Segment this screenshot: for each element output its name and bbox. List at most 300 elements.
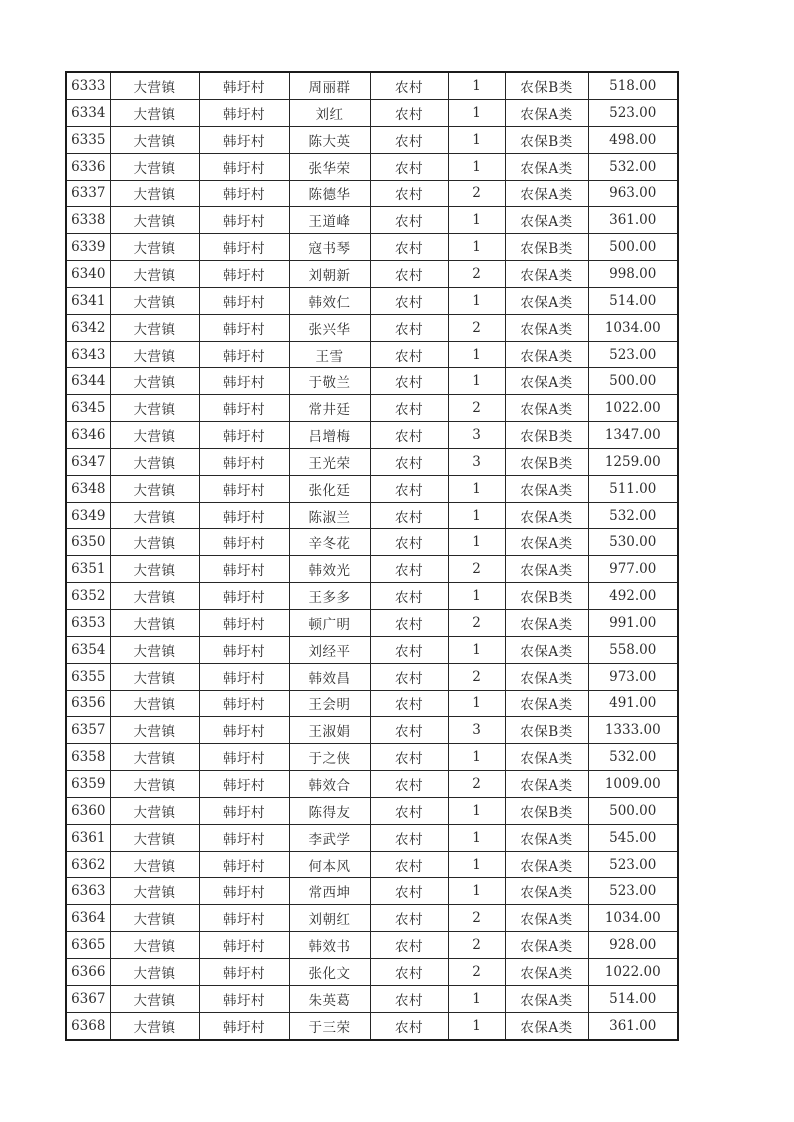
- cell-person-name: 韩效仁: [289, 287, 370, 314]
- cell-town: 大营镇: [110, 126, 199, 153]
- cell-insurance-category: 农保A类: [505, 744, 588, 771]
- table-row: [66, 72, 678, 99]
- table-row: [66, 287, 678, 314]
- cell-village: 韩圩村: [199, 314, 289, 341]
- cell-village: 韩圩村: [199, 690, 289, 717]
- cell-town: 大营镇: [110, 72, 199, 99]
- cell-insurance-category: 农保A类: [505, 502, 588, 529]
- cell-insurance-category: 农保A类: [505, 905, 588, 932]
- table-row: [66, 422, 678, 449]
- cell-village: 韩圩村: [199, 583, 289, 610]
- cell-village: 韩圩村: [199, 153, 289, 180]
- cell-amount: 514.00: [588, 287, 678, 314]
- cell-residence-type: 农村: [370, 932, 448, 959]
- cell-town: 大营镇: [110, 422, 199, 449]
- cell-town: 大营镇: [110, 475, 199, 502]
- cell-amount: 518.00: [588, 72, 678, 99]
- cell-person-count: 2: [448, 958, 505, 985]
- cell-serial-number: 6363: [66, 878, 110, 905]
- cell-person-name: 韩效书: [289, 932, 370, 959]
- table-row: [66, 475, 678, 502]
- cell-village: 韩圩村: [199, 1012, 289, 1040]
- table-row: [66, 153, 678, 180]
- cell-amount: 1034.00: [588, 905, 678, 932]
- cell-person-count: 1: [448, 797, 505, 824]
- cell-insurance-category: 农保B类: [505, 717, 588, 744]
- cell-amount: 998.00: [588, 261, 678, 288]
- cell-person-count: 1: [448, 234, 505, 261]
- cell-serial-number: 6348: [66, 475, 110, 502]
- cell-serial-number: 6335: [66, 126, 110, 153]
- cell-amount: 514.00: [588, 985, 678, 1012]
- cell-residence-type: 农村: [370, 905, 448, 932]
- cell-village: 韩圩村: [199, 824, 289, 851]
- cell-residence-type: 农村: [370, 824, 448, 851]
- cell-residence-type: 农村: [370, 395, 448, 422]
- cell-town: 大营镇: [110, 717, 199, 744]
- cell-amount: 530.00: [588, 529, 678, 556]
- table-row: [66, 932, 678, 959]
- cell-person-count: 2: [448, 314, 505, 341]
- cell-serial-number: 6368: [66, 1012, 110, 1040]
- cell-person-name: 刘朝红: [289, 905, 370, 932]
- cell-insurance-category: 农保A类: [505, 556, 588, 583]
- cell-amount: 523.00: [588, 851, 678, 878]
- cell-residence-type: 农村: [370, 475, 448, 502]
- table-row: [66, 636, 678, 663]
- cell-serial-number: 6355: [66, 663, 110, 690]
- cell-town: 大营镇: [110, 690, 199, 717]
- cell-village: 韩圩村: [199, 395, 289, 422]
- cell-person-count: 1: [448, 690, 505, 717]
- cell-person-count: 1: [448, 985, 505, 1012]
- cell-village: 韩圩村: [199, 529, 289, 556]
- cell-town: 大营镇: [110, 502, 199, 529]
- cell-serial-number: 6351: [66, 556, 110, 583]
- cell-serial-number: 6359: [66, 771, 110, 798]
- cell-residence-type: 农村: [370, 583, 448, 610]
- cell-residence-type: 农村: [370, 851, 448, 878]
- cell-town: 大营镇: [110, 261, 199, 288]
- cell-village: 韩圩村: [199, 985, 289, 1012]
- cell-insurance-category: 农保B类: [505, 583, 588, 610]
- cell-person-name: 王雪: [289, 341, 370, 368]
- cell-residence-type: 农村: [370, 180, 448, 207]
- cell-village: 韩圩村: [199, 556, 289, 583]
- cell-serial-number: 6333: [66, 72, 110, 99]
- cell-serial-number: 6336: [66, 153, 110, 180]
- cell-residence-type: 农村: [370, 1012, 448, 1040]
- pension-roster-table-body: [66, 72, 678, 1040]
- cell-village: 韩圩村: [199, 851, 289, 878]
- cell-serial-number: 6345: [66, 395, 110, 422]
- cell-serial-number: 6354: [66, 636, 110, 663]
- cell-serial-number: 6361: [66, 824, 110, 851]
- cell-residence-type: 农村: [370, 717, 448, 744]
- cell-village: 韩圩村: [199, 72, 289, 99]
- cell-insurance-category: 农保A类: [505, 690, 588, 717]
- cell-village: 韩圩村: [199, 771, 289, 798]
- cell-insurance-category: 农保A类: [505, 529, 588, 556]
- cell-residence-type: 农村: [370, 529, 448, 556]
- cell-village: 韩圩村: [199, 475, 289, 502]
- cell-insurance-category: 农保B类: [505, 126, 588, 153]
- table-row: [66, 824, 678, 851]
- cell-serial-number: 6365: [66, 932, 110, 959]
- cell-serial-number: 6356: [66, 690, 110, 717]
- cell-person-count: 1: [448, 636, 505, 663]
- cell-town: 大营镇: [110, 851, 199, 878]
- cell-residence-type: 农村: [370, 797, 448, 824]
- cell-amount: 973.00: [588, 663, 678, 690]
- cell-insurance-category: 农保A类: [505, 153, 588, 180]
- cell-person-name: 寇书琴: [289, 234, 370, 261]
- cell-town: 大营镇: [110, 368, 199, 395]
- cell-town: 大营镇: [110, 287, 199, 314]
- cell-village: 韩圩村: [199, 99, 289, 126]
- table-row: [66, 234, 678, 261]
- cell-village: 韩圩村: [199, 610, 289, 637]
- cell-amount: 1009.00: [588, 771, 678, 798]
- cell-amount: 545.00: [588, 824, 678, 851]
- cell-town: 大营镇: [110, 207, 199, 234]
- cell-town: 大营镇: [110, 985, 199, 1012]
- cell-insurance-category: 农保A类: [505, 395, 588, 422]
- cell-village: 韩圩村: [199, 448, 289, 475]
- cell-insurance-category: 农保A类: [505, 771, 588, 798]
- cell-person-count: 2: [448, 932, 505, 959]
- cell-town: 大营镇: [110, 744, 199, 771]
- cell-person-count: 2: [448, 905, 505, 932]
- cell-person-name: 吕增梅: [289, 422, 370, 449]
- cell-town: 大营镇: [110, 663, 199, 690]
- cell-village: 韩圩村: [199, 878, 289, 905]
- table-row: [66, 663, 678, 690]
- table-row: [66, 529, 678, 556]
- cell-person-count: 3: [448, 448, 505, 475]
- cell-person-name: 刘经平: [289, 636, 370, 663]
- cell-residence-type: 农村: [370, 636, 448, 663]
- cell-insurance-category: 农保A类: [505, 341, 588, 368]
- cell-insurance-category: 农保A类: [505, 207, 588, 234]
- cell-amount: 523.00: [588, 878, 678, 905]
- cell-residence-type: 农村: [370, 207, 448, 234]
- cell-amount: 491.00: [588, 690, 678, 717]
- cell-insurance-category: 农保B类: [505, 797, 588, 824]
- cell-residence-type: 农村: [370, 422, 448, 449]
- cell-residence-type: 农村: [370, 556, 448, 583]
- cell-amount: 558.00: [588, 636, 678, 663]
- cell-residence-type: 农村: [370, 261, 448, 288]
- cell-amount: 963.00: [588, 180, 678, 207]
- cell-person-count: 1: [448, 287, 505, 314]
- cell-person-count: 1: [448, 878, 505, 905]
- cell-residence-type: 农村: [370, 448, 448, 475]
- cell-person-count: 2: [448, 261, 505, 288]
- cell-town: 大营镇: [110, 1012, 199, 1040]
- cell-town: 大营镇: [110, 797, 199, 824]
- cell-amount: 1022.00: [588, 395, 678, 422]
- cell-serial-number: 6353: [66, 610, 110, 637]
- cell-amount: 532.00: [588, 744, 678, 771]
- cell-person-count: 1: [448, 502, 505, 529]
- table-row: [66, 797, 678, 824]
- cell-residence-type: 农村: [370, 153, 448, 180]
- cell-insurance-category: 农保A类: [505, 314, 588, 341]
- cell-town: 大营镇: [110, 153, 199, 180]
- cell-village: 韩圩村: [199, 234, 289, 261]
- table-row: [66, 368, 678, 395]
- cell-amount: 500.00: [588, 234, 678, 261]
- cell-amount: 1022.00: [588, 958, 678, 985]
- cell-town: 大营镇: [110, 314, 199, 341]
- cell-amount: 1259.00: [588, 448, 678, 475]
- cell-insurance-category: 农保A类: [505, 636, 588, 663]
- cell-insurance-category: 农保A类: [505, 287, 588, 314]
- cell-residence-type: 农村: [370, 690, 448, 717]
- cell-insurance-category: 农保A类: [505, 932, 588, 959]
- cell-person-count: 3: [448, 717, 505, 744]
- cell-village: 韩圩村: [199, 341, 289, 368]
- table-row: [66, 771, 678, 798]
- cell-residence-type: 农村: [370, 368, 448, 395]
- cell-town: 大营镇: [110, 234, 199, 261]
- cell-town: 大营镇: [110, 878, 199, 905]
- cell-village: 韩圩村: [199, 636, 289, 663]
- cell-person-name: 常西坤: [289, 878, 370, 905]
- cell-serial-number: 6349: [66, 502, 110, 529]
- cell-town: 大营镇: [110, 824, 199, 851]
- cell-person-name: 王会明: [289, 690, 370, 717]
- cell-village: 韩圩村: [199, 797, 289, 824]
- cell-person-name: 于三荣: [289, 1012, 370, 1040]
- cell-person-count: 1: [448, 824, 505, 851]
- cell-person-name: 韩效合: [289, 771, 370, 798]
- cell-person-count: 2: [448, 556, 505, 583]
- table-row: [66, 180, 678, 207]
- cell-insurance-category: 农保B类: [505, 422, 588, 449]
- cell-person-count: 1: [448, 207, 505, 234]
- cell-residence-type: 农村: [370, 878, 448, 905]
- cell-person-name: 陈淑兰: [289, 502, 370, 529]
- table-row: [66, 207, 678, 234]
- cell-person-name: 常井廷: [289, 395, 370, 422]
- cell-insurance-category: 农保B类: [505, 234, 588, 261]
- cell-amount: 498.00: [588, 126, 678, 153]
- cell-village: 韩圩村: [199, 663, 289, 690]
- cell-amount: 492.00: [588, 583, 678, 610]
- cell-person-name: 张化文: [289, 958, 370, 985]
- cell-person-name: 王道峰: [289, 207, 370, 234]
- cell-village: 韩圩村: [199, 261, 289, 288]
- table-row: [66, 556, 678, 583]
- cell-insurance-category: 农保A类: [505, 824, 588, 851]
- cell-residence-type: 农村: [370, 126, 448, 153]
- cell-town: 大营镇: [110, 905, 199, 932]
- cell-serial-number: 6367: [66, 985, 110, 1012]
- cell-serial-number: 6350: [66, 529, 110, 556]
- cell-person-name: 王淑娟: [289, 717, 370, 744]
- cell-person-name: 周丽群: [289, 72, 370, 99]
- cell-amount: 928.00: [588, 932, 678, 959]
- table-row: [66, 690, 678, 717]
- cell-serial-number: 6337: [66, 180, 110, 207]
- cell-person-name: 陈德华: [289, 180, 370, 207]
- cell-serial-number: 6347: [66, 448, 110, 475]
- cell-amount: 523.00: [588, 99, 678, 126]
- cell-person-name: 王光荣: [289, 448, 370, 475]
- cell-insurance-category: 农保A类: [505, 610, 588, 637]
- cell-residence-type: 农村: [370, 610, 448, 637]
- cell-insurance-category: 农保A类: [505, 368, 588, 395]
- cell-town: 大营镇: [110, 395, 199, 422]
- cell-town: 大营镇: [110, 448, 199, 475]
- cell-serial-number: 6334: [66, 99, 110, 126]
- cell-person-name: 于之侠: [289, 744, 370, 771]
- table-row: [66, 341, 678, 368]
- cell-insurance-category: 农保B类: [505, 72, 588, 99]
- cell-town: 大营镇: [110, 958, 199, 985]
- cell-person-count: 1: [448, 851, 505, 878]
- cell-residence-type: 农村: [370, 287, 448, 314]
- cell-person-name: 张化廷: [289, 475, 370, 502]
- cell-insurance-category: 农保A类: [505, 958, 588, 985]
- cell-village: 韩圩村: [199, 717, 289, 744]
- table-row: [66, 744, 678, 771]
- table-row: [66, 1012, 678, 1040]
- cell-serial-number: 6346: [66, 422, 110, 449]
- table-row: [66, 958, 678, 985]
- cell-amount: 500.00: [588, 797, 678, 824]
- cell-insurance-category: 农保A类: [505, 1012, 588, 1040]
- cell-person-count: 2: [448, 180, 505, 207]
- cell-person-count: 1: [448, 529, 505, 556]
- cell-person-count: 3: [448, 422, 505, 449]
- cell-person-count: 1: [448, 744, 505, 771]
- cell-person-name: 韩效昌: [289, 663, 370, 690]
- table-row: [66, 314, 678, 341]
- cell-town: 大营镇: [110, 556, 199, 583]
- cell-residence-type: 农村: [370, 663, 448, 690]
- cell-town: 大营镇: [110, 529, 199, 556]
- table-row: [66, 448, 678, 475]
- cell-person-name: 张兴华: [289, 314, 370, 341]
- cell-insurance-category: 农保A类: [505, 878, 588, 905]
- cell-town: 大营镇: [110, 610, 199, 637]
- cell-town: 大营镇: [110, 99, 199, 126]
- cell-person-name: 辛冬花: [289, 529, 370, 556]
- cell-person-name: 何本风: [289, 851, 370, 878]
- cell-town: 大营镇: [110, 583, 199, 610]
- cell-amount: 511.00: [588, 475, 678, 502]
- cell-person-count: 1: [448, 153, 505, 180]
- cell-person-name: 刘红: [289, 99, 370, 126]
- table-row: [66, 502, 678, 529]
- cell-amount: 1347.00: [588, 422, 678, 449]
- cell-village: 韩圩村: [199, 932, 289, 959]
- cell-serial-number: 6364: [66, 905, 110, 932]
- cell-person-count: 2: [448, 663, 505, 690]
- cell-serial-number: 6343: [66, 341, 110, 368]
- cell-town: 大营镇: [110, 932, 199, 959]
- cell-town: 大营镇: [110, 636, 199, 663]
- pension-roster-table: [65, 71, 679, 1041]
- cell-serial-number: 6357: [66, 717, 110, 744]
- cell-residence-type: 农村: [370, 72, 448, 99]
- cell-residence-type: 农村: [370, 744, 448, 771]
- cell-serial-number: 6360: [66, 797, 110, 824]
- cell-person-count: 1: [448, 72, 505, 99]
- cell-amount: 991.00: [588, 610, 678, 637]
- cell-person-name: 韩效光: [289, 556, 370, 583]
- cell-insurance-category: 农保A类: [505, 261, 588, 288]
- cell-village: 韩圩村: [199, 180, 289, 207]
- cell-village: 韩圩村: [199, 744, 289, 771]
- cell-village: 韩圩村: [199, 422, 289, 449]
- cell-amount: 977.00: [588, 556, 678, 583]
- table-row: [66, 851, 678, 878]
- table-row: [66, 985, 678, 1012]
- cell-serial-number: 6344: [66, 368, 110, 395]
- table-row: [66, 261, 678, 288]
- cell-residence-type: 农村: [370, 341, 448, 368]
- cell-amount: 523.00: [588, 341, 678, 368]
- cell-person-name: 顿广明: [289, 610, 370, 637]
- cell-person-count: 2: [448, 395, 505, 422]
- cell-insurance-category: 农保A类: [505, 851, 588, 878]
- cell-insurance-category: 农保A类: [505, 180, 588, 207]
- cell-village: 韩圩村: [199, 207, 289, 234]
- table-row: [66, 126, 678, 153]
- cell-person-name: 于敬兰: [289, 368, 370, 395]
- cell-serial-number: 6338: [66, 207, 110, 234]
- cell-person-name: 陈大英: [289, 126, 370, 153]
- cell-insurance-category: 农保B类: [505, 448, 588, 475]
- cell-residence-type: 农村: [370, 771, 448, 798]
- cell-town: 大营镇: [110, 180, 199, 207]
- cell-person-count: 1: [448, 475, 505, 502]
- cell-person-count: 2: [448, 771, 505, 798]
- cell-serial-number: 6339: [66, 234, 110, 261]
- cell-person-name: 陈得友: [289, 797, 370, 824]
- cell-person-name: 王多多: [289, 583, 370, 610]
- cell-serial-number: 6340: [66, 261, 110, 288]
- cell-amount: 1034.00: [588, 314, 678, 341]
- cell-person-count: 1: [448, 368, 505, 395]
- cell-amount: 500.00: [588, 368, 678, 395]
- cell-person-name: 张华荣: [289, 153, 370, 180]
- cell-residence-type: 农村: [370, 99, 448, 126]
- cell-serial-number: 6352: [66, 583, 110, 610]
- cell-person-name: 朱英葛: [289, 985, 370, 1012]
- table-row: [66, 717, 678, 744]
- cell-person-count: 2: [448, 610, 505, 637]
- cell-town: 大营镇: [110, 771, 199, 798]
- cell-serial-number: 6358: [66, 744, 110, 771]
- table-row: [66, 610, 678, 637]
- table-row: [66, 395, 678, 422]
- cell-person-count: 1: [448, 583, 505, 610]
- cell-insurance-category: 农保A类: [505, 475, 588, 502]
- cell-village: 韩圩村: [199, 905, 289, 932]
- cell-person-name: 刘朝新: [289, 261, 370, 288]
- cell-insurance-category: 农保A类: [505, 99, 588, 126]
- cell-insurance-category: 农保A类: [505, 663, 588, 690]
- cell-serial-number: 6342: [66, 314, 110, 341]
- cell-amount: 361.00: [588, 1012, 678, 1040]
- cell-serial-number: 6341: [66, 287, 110, 314]
- table-row: [66, 905, 678, 932]
